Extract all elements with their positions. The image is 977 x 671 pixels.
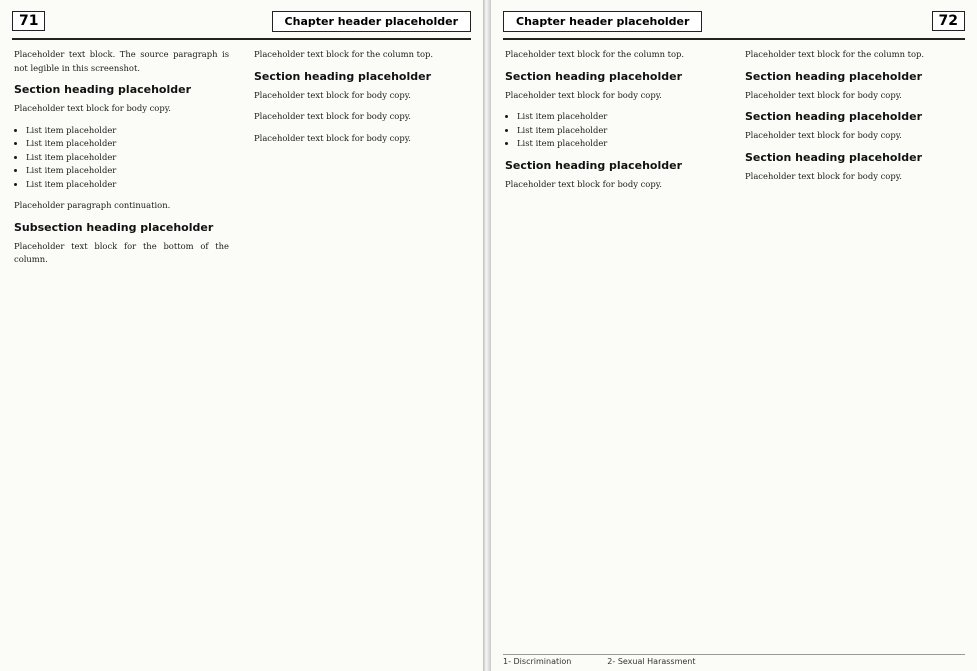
- paragraph: Placeholder text block for body copy.: [505, 178, 662, 189]
- bullet-list: [14, 124, 229, 192]
- paragraph: Placeholder text block for body copy.: [254, 89, 411, 100]
- bullet-item: • List item placeholder: [26, 137, 229, 151]
- section-heading: Subsection heading placeholder: [14, 220, 214, 234]
- right-footer: [503, 654, 965, 667]
- paragraph: Placeholder text block for body copy.: [14, 103, 171, 113]
- paragraph: Placeholder text block for body copy.: [254, 111, 411, 121]
- right-page-number: 72: [932, 11, 965, 31]
- section-heading: Section heading placeholder: [745, 150, 923, 164]
- paragraph: Placeholder text block for body copy.: [505, 89, 662, 100]
- left-page-column-right: [254, 48, 469, 651]
- paragraph: Placeholder text block for body copy.: [745, 170, 902, 181]
- section-heading: Section heading placeholder: [745, 69, 923, 83]
- bullet-item: • List item placeholder: [26, 178, 229, 192]
- left-header-rule: [12, 38, 471, 40]
- section-heading: Section heading placeholder: [254, 69, 432, 83]
- paragraph: Placeholder text block for the bottom of the column.: [14, 240, 229, 264]
- paragraph: Placeholder text block. The source paragraph is not legible in this screenshot.: [14, 49, 229, 73]
- paragraph: Placeholder text block for the column top.: [254, 49, 434, 59]
- bullet-item: • List item placeholder: [517, 137, 720, 151]
- section-heading: Section heading placeholder: [505, 69, 683, 83]
- bullet-item: • List item placeholder: [26, 124, 229, 138]
- bullet-item: • List item placeholder: [517, 110, 720, 124]
- left-page: [0, 0, 483, 671]
- bullet-list: [505, 110, 720, 151]
- bullet-item: • List item placeholder: [26, 151, 229, 165]
- paragraph: Placeholder text block for the column top.: [505, 49, 685, 59]
- right-page-column-right: [745, 48, 960, 651]
- right-page-column-left: [505, 48, 720, 651]
- bullet-item: • List item placeholder: [26, 164, 229, 178]
- bullet-item: • List item placeholder: [517, 124, 720, 138]
- paragraph: Placeholder paragraph continuation.: [14, 200, 171, 210]
- section-heading: Section heading placeholder: [745, 110, 923, 123]
- left-page-column-left: [14, 48, 229, 651]
- right-header: [503, 8, 965, 34]
- right-header-title: Chapter header placeholder: [503, 11, 702, 32]
- binding-gutter: [483, 0, 491, 671]
- left-page-number: 71: [12, 11, 45, 31]
- left-header-title: Chapter header placeholder: [272, 11, 471, 32]
- paragraph: Placeholder text block for body copy.: [254, 132, 411, 143]
- section-heading: Section heading placeholder: [14, 83, 192, 96]
- right-page: [491, 0, 977, 671]
- left-header: [12, 8, 471, 34]
- paragraph: Placeholder text block for the column top.: [745, 49, 925, 59]
- paragraph: Placeholder text block for body copy.: [745, 130, 902, 140]
- section-heading: Section heading placeholder: [505, 158, 683, 172]
- paragraph: Placeholder text block for body copy.: [745, 89, 902, 100]
- right-header-rule: [503, 38, 965, 40]
- footnote-1: 1- Discrimination: [503, 656, 572, 666]
- footnote-2: 2- Sexual Harassment: [607, 656, 696, 666]
